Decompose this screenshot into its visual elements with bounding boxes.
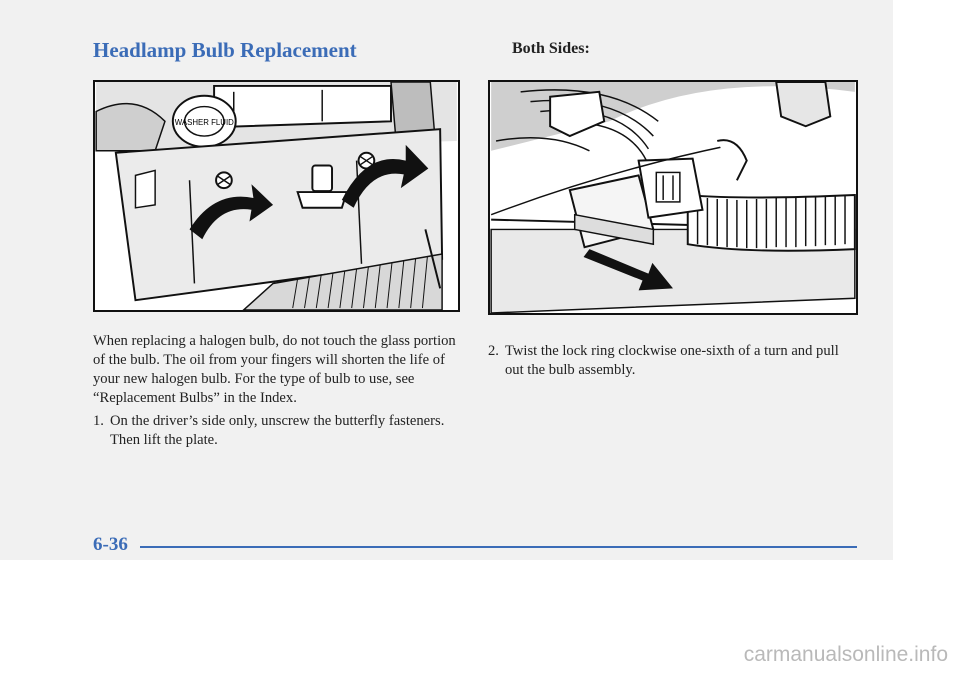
step-number: 1.	[93, 413, 104, 429]
step-number: 2.	[488, 343, 499, 359]
site-watermark[interactable]: carmanualsonline.info	[743, 643, 948, 666]
step-text: Twist the lock ring clockwise one-sixth of a turn and pull out the bulb assembly.	[505, 343, 839, 378]
washer-cap-label: WASHER FLUID	[174, 118, 234, 128]
headlamp-bulb-lock-ring-illustration	[490, 82, 856, 313]
intro-paragraph: When replacing a halogen bulb, do not touch the glass portion of the bulb. The oil from your fingers will shorten the life of your new halogen bulb. For the type of bulb to use, see “Replacement Bulbs” in the Index.	[93, 333, 456, 406]
step-1	[93, 412, 458, 450]
section-subhead: Both Sides:	[512, 40, 590, 57]
butterfly-fastener-left	[216, 172, 232, 188]
footer-divider	[140, 546, 857, 548]
cover-plate-figure	[93, 80, 460, 312]
headlamp-cover-plate-illustration	[95, 82, 458, 310]
page-number: 6-36	[93, 534, 128, 555]
page-title: Headlamp Bulb Replacement	[93, 38, 357, 62]
step-2	[488, 342, 858, 380]
bulb-lock-ring-figure	[488, 80, 858, 315]
step-text: On the driver’s side only, unscrew the butterfly fasteners. Then lift the plate.	[110, 413, 445, 448]
